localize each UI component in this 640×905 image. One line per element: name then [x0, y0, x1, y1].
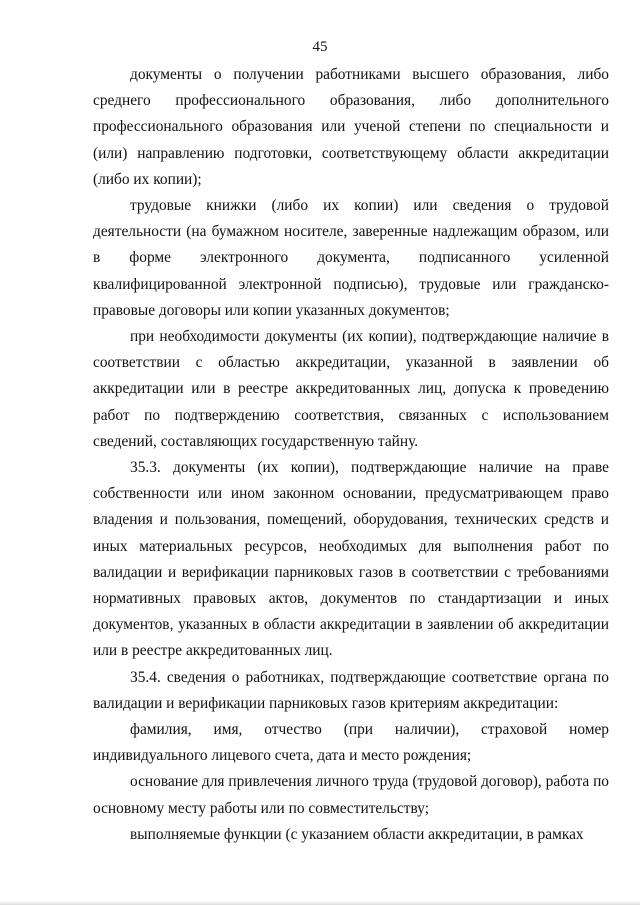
paragraph-employment-basis: основание для привлечения личного труда (трудовой договор), работа по основному месту работы или по совместительству; [93, 773, 609, 817]
paragraph-education-documents: документы о получении работниками высшего образования, либо среднего профессионального образования, либо дополнительного профессионального образования или ученой степени по специальности и (или) направлению подготовки, соответствующему области аккредитации (либо их копии); [93, 66, 609, 188]
page-number: 45 [312, 39, 328, 55]
document-body [93, 62, 609, 848]
paragraph-state-secret-clearance: при необходимости документы (их копии), подтверждающие наличие в соответствии с областью аккредитации, указанной в заявлении об аккредитации или в реестре аккредитованных лиц, допуска к проведению работ по подтверждению соответствия, связанных с использованием сведений, составляющих государственную тайну. [93, 328, 609, 450]
paragraph-35-3-ownership-documents: 35.3. документы (их копии), подтверждающие наличие на праве собственности или ином законном основании, предусматривающем право владения и пользования, помещений, оборудования, технических средств и иных материальных ресурсов, необходимых для выполнения работ по валидации и верификации парниковых газов в соответствии с требованиями нормативных правовых актов, документов по стандартизации и иных документов, указанных в области аккредитации в заявлении об аккредитации или в реестре аккредитованных лиц. [93, 459, 609, 660]
scan-bottom-edge [0, 901, 640, 905]
paragraph-full-name-insurance: фамилия, имя, отчество (при наличии), страховой номер индивидуального лицевого счета, дата и место рождения; [93, 721, 609, 765]
paragraph-employment-records: трудовые книжки (либо их копии) или сведения о трудовой деятельности (на бумажном носителе, заверенные надлежащим образом, или в форме электронного документа, подписанного усиленной квалифицированной электронной подписью), трудовые или гражданско-правовые договоры или копии указанных документов; [93, 197, 609, 319]
paragraph-functions-performed: выполняемые функции (с указанием области аккредитации, в рамках [130, 825, 584, 843]
paragraph-35-4-staff-information: 35.4. сведения о работниках, подтверждающие соответствие органа по валидации и верификации парниковых газов критериям аккредитации: [93, 668, 609, 712]
